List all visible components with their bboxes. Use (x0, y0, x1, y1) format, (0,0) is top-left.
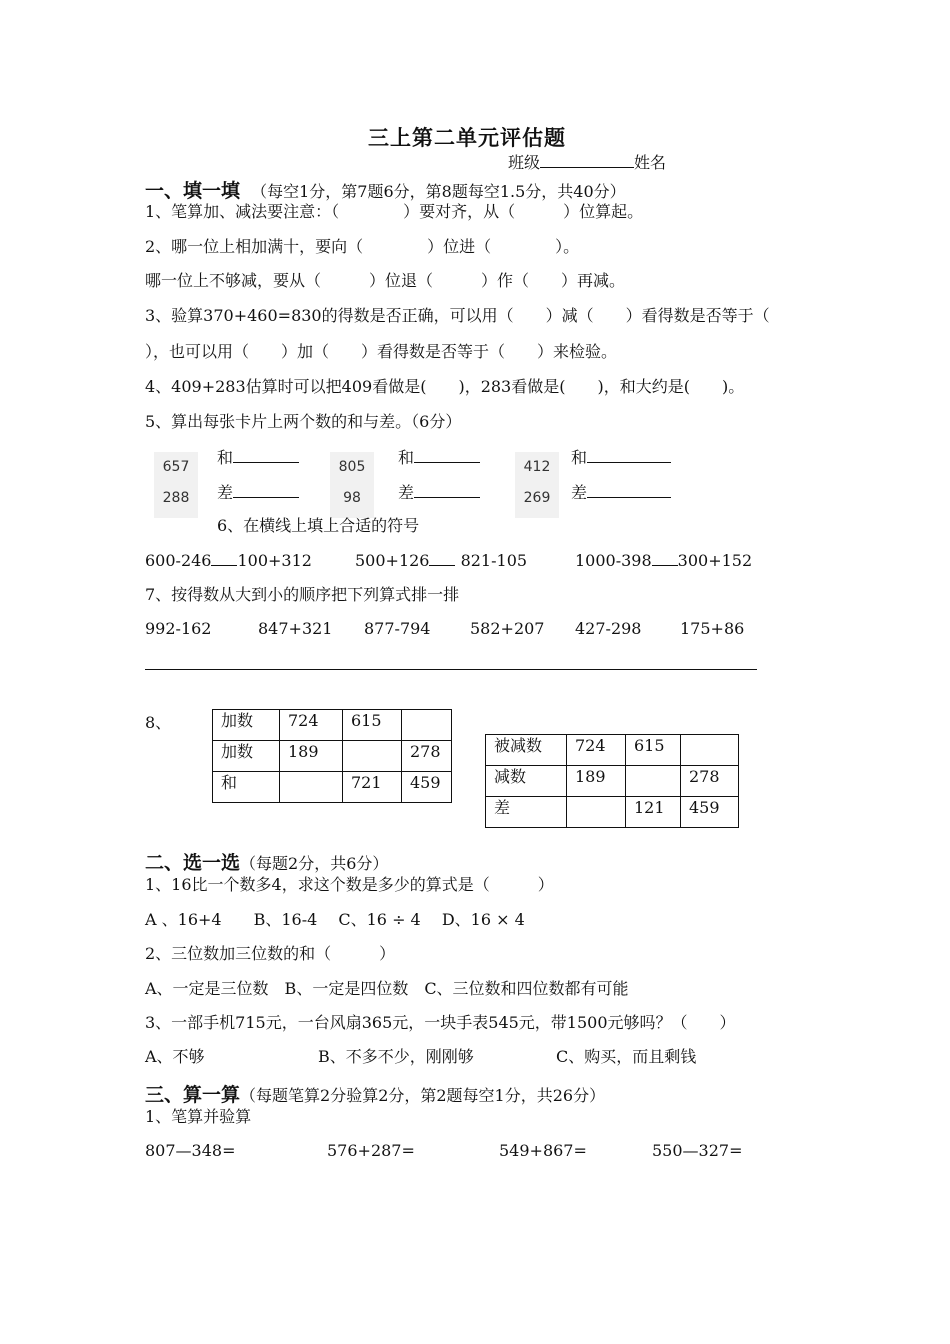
card-sum-line (571, 447, 671, 468)
name-label: 姓名 (634, 153, 667, 172)
section2-heading: 二、选一选 (145, 852, 241, 874)
section1-note: （每空1分，第7题6分，第8题每空1.5分，共40分） (251, 182, 626, 201)
question-1-2b: 哪一位上不够减，要从（ ）位退（ ）作（ ）再减。 (145, 271, 626, 290)
section1-heading: 一、填一填 (145, 180, 241, 202)
expression-item: 992-162 (145, 619, 212, 638)
section2-heading-line (145, 848, 388, 875)
question-2-1-options: A 、16+4 B、16-4 C、16 ÷ 4 D、16 × 4 (145, 910, 525, 929)
expression-item: 582+207 (470, 619, 545, 638)
option-b: B、不多不少，刚刚够 (318, 1047, 474, 1066)
compare-item (575, 550, 752, 571)
option-c: C、购买，而且剩钱 (556, 1047, 697, 1066)
table-cell: 和 (213, 772, 280, 803)
card-top-number: 657 (162, 459, 190, 475)
question-1-7: 7、按得数从大到小的顺序把下列算式排一排 (145, 585, 460, 604)
card-diff-line (571, 482, 671, 503)
table-cell[interactable] (681, 735, 739, 766)
table-cell: 差 (486, 797, 567, 828)
compare-item (145, 550, 312, 571)
calc-item: 550—327= (652, 1141, 743, 1160)
question-1-1: 1、笔算加、减法要注意：（ ）要对齐，从（ ）位算起。 (145, 202, 644, 221)
expression-item: 427-298 (575, 619, 642, 638)
card-sum-line (398, 447, 480, 468)
question-2-2-options: A、一定是三位数 B、一定是四位数 C、三位数和四位数都有可能 (145, 979, 629, 998)
compare-right: 100+312 (237, 551, 312, 570)
table-cell: 278 (681, 766, 739, 797)
section3-heading: 三、算一算 (145, 1084, 241, 1106)
compare-left: 600-246 (145, 551, 212, 570)
page-title: 三上第二单元评估题 (368, 125, 566, 150)
section3-heading-line (145, 1080, 605, 1107)
table-cell: 加数 (213, 741, 280, 772)
question-2-2: 2、三位数加三位数的和（ ） (145, 944, 396, 963)
sum-label: 和 (398, 448, 415, 467)
card-bottom-number: 269 (523, 490, 551, 506)
class-name-line (508, 152, 666, 173)
question-1-2a: 2、哪一位上相加满十，要向（ ）位进（ ）。 (145, 237, 580, 256)
section2-note: （每题2分，共6分） (240, 854, 389, 873)
diff-label: 差 (217, 483, 234, 502)
table-cell[interactable] (343, 741, 402, 772)
section1-heading-line (145, 176, 626, 203)
table-cell: 121 (626, 797, 681, 828)
diff-blank[interactable] (414, 482, 480, 498)
sum-label: 和 (217, 448, 234, 467)
compare-item (355, 550, 527, 571)
card-diff-line (217, 482, 299, 503)
symbol-blank[interactable] (429, 550, 455, 566)
expression-item: 877-794 (364, 619, 431, 638)
compare-left: 500+126 (355, 551, 430, 570)
question-1-5: 5、算出每张卡片上两个数的和与差。（6分） (145, 412, 462, 431)
table-cell: 278 (402, 741, 452, 772)
table-cell: 189 (280, 741, 343, 772)
question-3-1: 1、笔算并验算 (145, 1107, 252, 1126)
question-2-1: 1、16比一个数多4，求这个数是多少的算式是（ ） (145, 875, 554, 894)
sum-label: 和 (571, 448, 588, 467)
diff-blank[interactable] (233, 482, 299, 498)
diff-label: 差 (398, 483, 415, 502)
table-cell[interactable] (567, 797, 626, 828)
sum-blank[interactable] (233, 447, 299, 463)
card-bottom-number: 288 (162, 490, 190, 506)
card-bottom-number: 98 (343, 490, 361, 506)
question-1-8-label: 8、 (145, 713, 172, 732)
table-cell: 189 (567, 766, 626, 797)
card-sum-line (217, 447, 299, 468)
answer-line[interactable] (145, 669, 757, 670)
table-cell[interactable] (280, 772, 343, 803)
table-cell: 615 (626, 735, 681, 766)
compare-left: 1000-398 (575, 551, 652, 570)
question-1-4: 4、409+283估算时可以把409看做是( )，283看做是( )，和大约是( )。 (145, 377, 745, 396)
question-1-3a: 3、验算370+460=830的得数是否正确，可以用（ ）减（ ）看得数是否等于（ (145, 306, 770, 325)
table-cell: 加数 (213, 710, 280, 741)
expression-item: 847+321 (258, 619, 333, 638)
table-cell: 615 (343, 710, 402, 741)
class-label: 班级 (508, 153, 541, 172)
table-cell[interactable] (402, 710, 452, 741)
calc-item: 576+287= (327, 1141, 415, 1160)
option-a: A、不够 (145, 1047, 205, 1066)
symbol-blank[interactable] (211, 550, 237, 566)
question-2-3: 3、一部手机715元，一台风扇365元，一块手表545元，带1500元够吗？（ ） (145, 1013, 736, 1032)
calc-item: 807—348= (145, 1141, 236, 1160)
card-top-number: 805 (338, 459, 366, 475)
symbol-blank[interactable] (652, 550, 678, 566)
table-cell: 724 (280, 710, 343, 741)
diff-label: 差 (571, 483, 588, 502)
compare-right: 300+152 (677, 551, 753, 570)
table-cell[interactable] (626, 766, 681, 797)
card-diff-line (398, 482, 480, 503)
card-top-number: 412 (523, 459, 551, 475)
subtraction-table (485, 734, 739, 828)
table-cell: 减数 (486, 766, 567, 797)
table-cell: 被减数 (486, 735, 567, 766)
class-blank[interactable] (540, 152, 634, 168)
compare-right: 821-105 (455, 551, 528, 570)
expression-item: 175+86 (680, 619, 745, 638)
table-cell: 459 (681, 797, 739, 828)
number-card (330, 452, 374, 518)
table-cell: 721 (343, 772, 402, 803)
number-card (154, 452, 198, 518)
section3-note: （每题笔算2分验算2分，第2题每空1分，共26分） (240, 1086, 606, 1105)
addition-table (212, 709, 452, 803)
calc-item: 549+867= (499, 1141, 587, 1160)
number-card (515, 452, 559, 518)
question-1-3b: ），也可以用（ ）加（ ）看得数是否等于（ ）来检验。 (145, 342, 618, 361)
question-1-6: 6、在横线上填上合适的符号 (217, 516, 420, 535)
table-cell: 459 (402, 772, 452, 803)
sum-blank[interactable] (587, 447, 671, 463)
table-cell: 724 (567, 735, 626, 766)
diff-blank[interactable] (587, 482, 671, 498)
sum-blank[interactable] (414, 447, 480, 463)
